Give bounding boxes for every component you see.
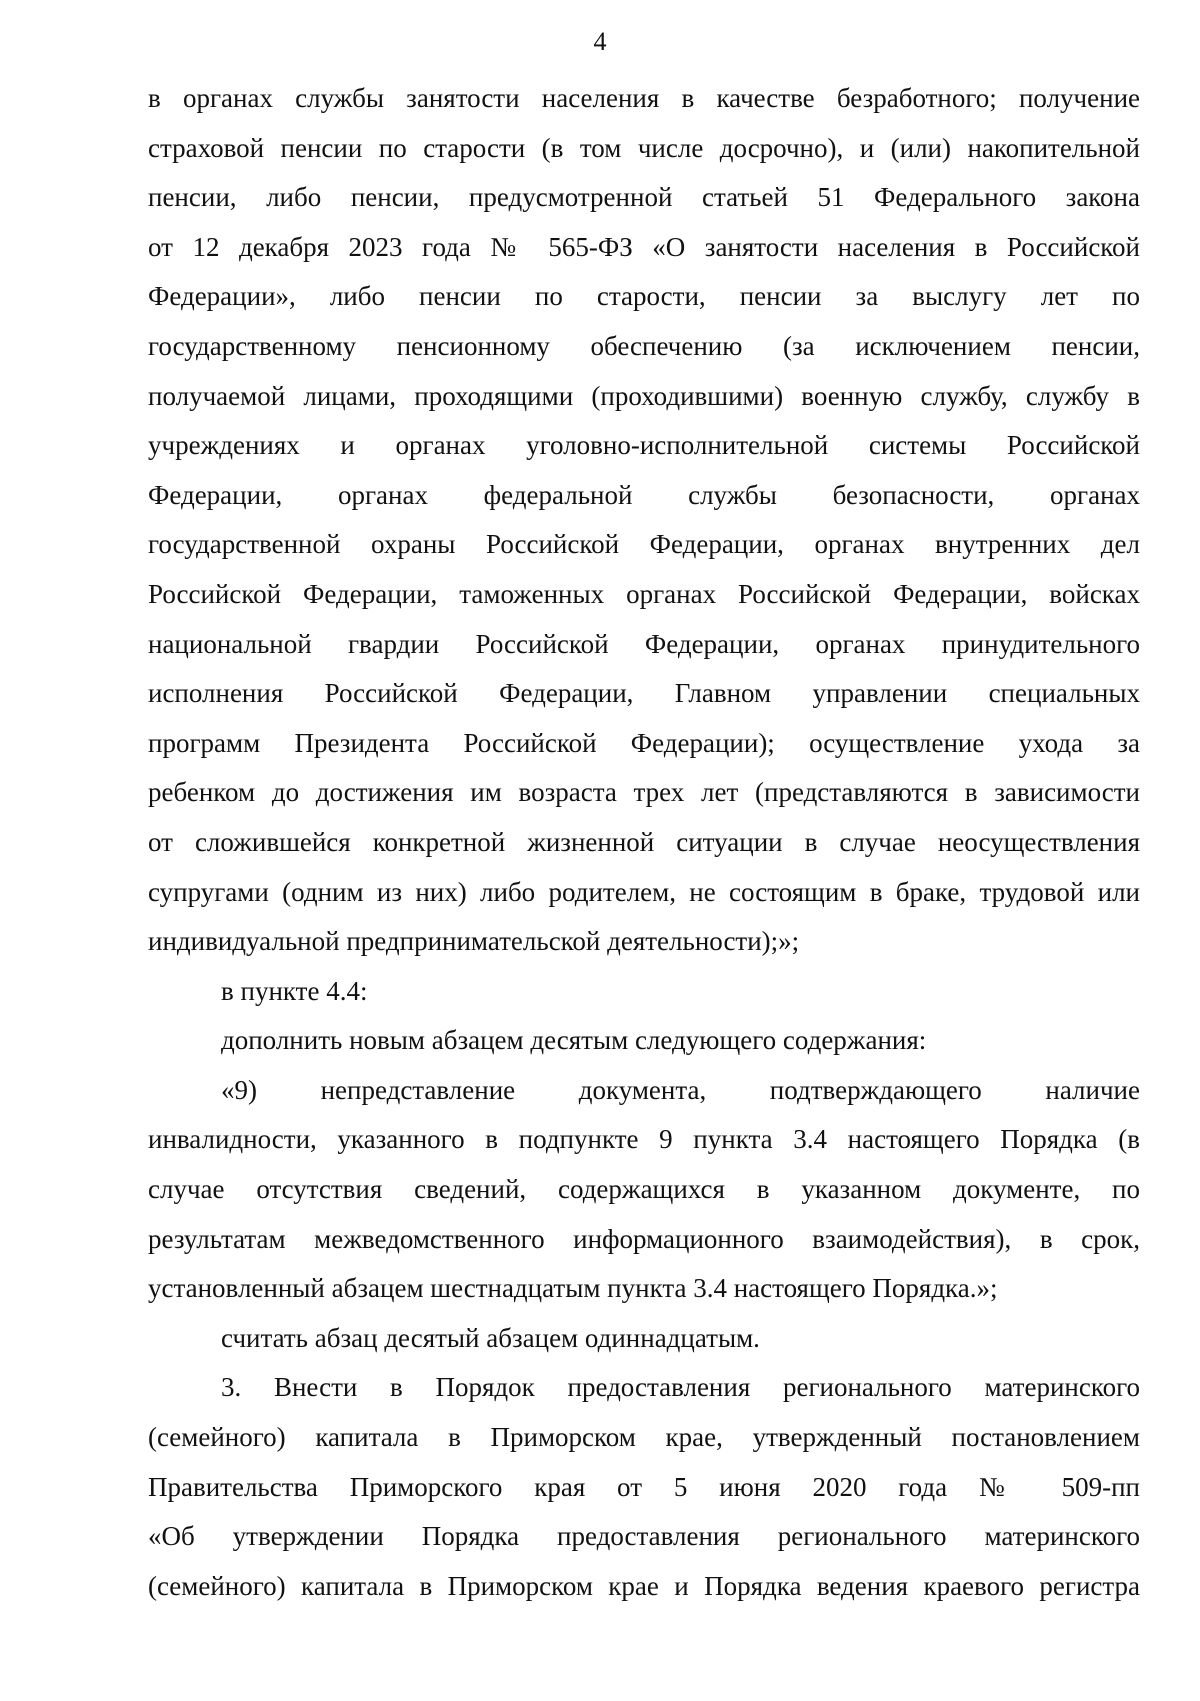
text-line: инвалидности, указанного в подпункте 9 пункта 3.4 настоящего Порядка (в: [148, 1124, 1140, 1155]
text-line: результатам межведомственного информационного взаимодействия), в срок,: [148, 1223, 1140, 1254]
paragraph-item-3: [148, 1363, 1140, 1611]
text-line: установленный абзацем шестнадцатым пункта 3.4 настоящего Порядка.»;: [148, 1273, 998, 1304]
paragraph-item-4-4: [148, 967, 1140, 1017]
document-body: [148, 74, 1140, 1611]
text-line: «Об утверждении Порядка предоставления регионального материнского: [148, 1521, 1140, 1552]
text-line: Правительства Приморского края от 5 июня 2020 года № 509-пп: [148, 1471, 1140, 1502]
text-line: 3. Внести в Порядок предоставления регионального материнского: [221, 1372, 1140, 1403]
text-line: исполнения Российской Федерации, Главном управлении специальных: [148, 678, 1140, 709]
text-line: супругами (одним из них) либо родителем, не состоящим в браке, трудовой или: [148, 876, 1140, 907]
text-line: случае отсутствия сведений, содержащихся в указанном документе, по: [148, 1174, 1140, 1205]
text-line: Российской Федерации, таможенных органах Российской Федерации, войсках: [148, 578, 1140, 609]
text-line: пенсии, либо пенсии, предусмотренной статьей 51 Федерального закона: [148, 182, 1140, 213]
paragraph-renumber: [148, 1314, 1140, 1364]
text-line: страховой пенсии по старости (в том числе досрочно), и (или) накопительной: [148, 132, 1140, 163]
text-line: в органах службы занятости населения в качестве безработного; получение: [148, 83, 1140, 113]
page-number: 4: [593, 27, 607, 56]
text-line: в пункте 4.4:: [221, 975, 368, 1006]
text-line: «9) непредставление документа, подтверждающего наличие: [221, 1074, 1140, 1105]
text-line: государственному пенсионному обеспечению (за исключением пенсии,: [148, 330, 1140, 361]
text-line: от 12 декабря 2023 года № 565-ФЗ «О занятости населения в Российской: [148, 231, 1140, 262]
text-line: Федерации, органах федеральной службы безопасности, органах: [148, 479, 1140, 510]
text-line: Федерации», либо пенсии по старости, пенсии за выслугу лет по: [148, 281, 1140, 312]
text-line: (семейного) капитала в Приморском крае и Порядка ведения краевого регистра: [148, 1570, 1140, 1601]
paragraph-item-9: [148, 1066, 1140, 1314]
paragraph-add-new: [148, 1016, 1140, 1066]
text-line: дополнить новым абзацем десятым следующего содержания:: [221, 1025, 927, 1056]
text-line: считать абзац десятый абзацем одиннадцатым.: [221, 1322, 760, 1353]
text-line: программ Президента Российской Федерации); осуществление ухода за: [148, 727, 1140, 758]
text-line: национальной гвардии Российской Федерации, органах принудительного: [148, 628, 1140, 659]
text-line: (семейного) капитала в Приморском крае, утвержденный постановлением: [148, 1422, 1140, 1453]
text-line: от сложившейся конкретной жизненной ситуации в случае неосуществления: [148, 826, 1140, 857]
paragraph-continuation: [148, 74, 1140, 967]
text-line: индивидуальной предпринимательской деятельности);»;: [148, 926, 800, 957]
text-line: ребенком до достижения им возраста трех лет (представляются в зависимости: [148, 777, 1140, 808]
text-line: государственной охраны Российской Федерации, органах внутренних дел: [148, 529, 1140, 560]
text-line: получаемой лицами, проходящими (проходившими) военную службу, службу в: [148, 380, 1140, 411]
text-line: учреждениях и органах уголовно-исполнительной системы Российской: [148, 430, 1140, 461]
